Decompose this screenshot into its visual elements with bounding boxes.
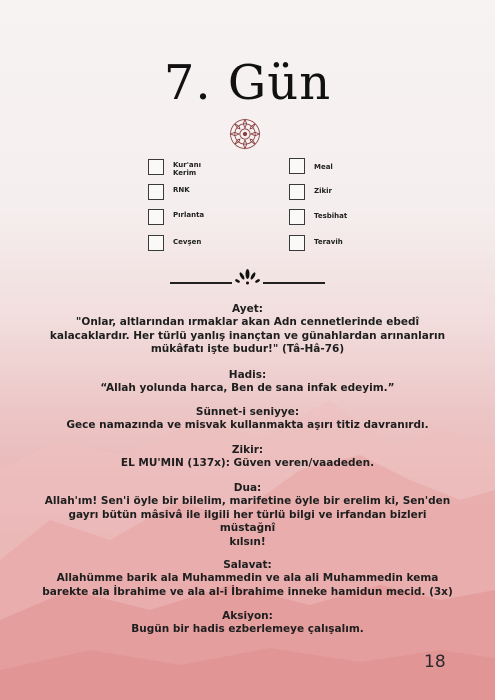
section-text-line: "Onlar, altlarından ırmaklar akan Adn cennetlerinde ebedî: [75, 316, 420, 328]
checkbox-kurani-kerim[interactable]: [148, 159, 164, 175]
section-text-line: kılsın!: [229, 535, 266, 548]
section-heading: Dua:: [233, 482, 262, 494]
section-text-line: Allah'ım! Sen'i öyle bir bilelim, marifetine öyle bir erelim ki, Sen'den: [44, 495, 451, 507]
section-text-line: “Allah yolunda harca, Ben de sana infak edeyim.”: [100, 381, 395, 394]
page-number: 18: [424, 652, 446, 672]
ornamental-divider: [170, 267, 325, 287]
checkbox-label: Cevşen: [173, 238, 202, 246]
section-heading: Sünnet-i seniyye:: [195, 406, 300, 418]
checkbox-label: Zikir: [314, 187, 332, 195]
checkbox-label: RNK: [173, 186, 190, 194]
checkbox-pirlanta[interactable]: [148, 209, 164, 225]
checkbox-teravih[interactable]: [289, 235, 305, 251]
section-heading: Ayet:: [232, 303, 263, 315]
checkbox-cevsen[interactable]: [148, 235, 164, 251]
section-heading: Aksiyon:: [222, 610, 273, 622]
checkbox-rnk[interactable]: [148, 184, 164, 200]
section-heading: Zikir:: [231, 443, 264, 456]
section-block: [40, 443, 455, 471]
section-text-line: Bugün bir hadis ezberlemeye çalışalım.: [131, 623, 364, 635]
section-text-line: Allahümme barik ala Muhammedin ve ala ali Muhammedin kema: [56, 572, 439, 584]
section-heading: Salavat:: [223, 559, 272, 571]
checkbox-label: Teravih: [314, 238, 343, 246]
checkbox-label: Kur'anı Kerim: [173, 161, 201, 177]
divider-line-right: [263, 282, 325, 284]
section-text-line: mükâfatı işte budur!" (Tâ-Hâ-76): [150, 343, 345, 355]
section-text-line: barekte ala İbrahime ve ala al-i İbrahime inneke hamidun mecid. (3x): [42, 585, 453, 598]
section-block: [40, 302, 455, 357]
section-block: [40, 368, 455, 396]
divider-line-left: [170, 282, 232, 284]
section-block: [40, 609, 455, 637]
section-block: [40, 481, 455, 549]
daily-content: [40, 302, 455, 637]
section-text-line: EL MU'MIN (137x): Güven veren/vaadeden.: [120, 456, 375, 469]
day-title: 7. Gün: [163, 55, 332, 111]
checkbox-label: Meal: [314, 163, 333, 171]
section-block: [40, 558, 455, 599]
checkbox-label: Pırlanta: [173, 211, 205, 219]
section-block: [40, 405, 455, 433]
checkbox-tesbihat[interactable]: [289, 209, 305, 225]
section-text-line: Gece namazında ve misvak kullanmakta aşırı titiz davranırdı.: [66, 419, 429, 431]
mandala-ornament-icon: [228, 117, 262, 151]
section-heading: Hadis:: [228, 368, 267, 381]
checkbox-label: Tesbihat: [314, 212, 348, 220]
section-text-line: kalacaklardır. Her türlü yanlış inançtan ve günahlardan arınanların: [49, 329, 446, 342]
section-text-line: gayrı bütün mâsivâ ile ilgili her türlü bilgi ve irfandan bizleri müstağnî: [68, 508, 427, 534]
sprout-ornament-icon: [234, 267, 261, 287]
checkbox-meal[interactable]: [289, 158, 305, 174]
checkbox-zikir[interactable]: [289, 184, 305, 200]
